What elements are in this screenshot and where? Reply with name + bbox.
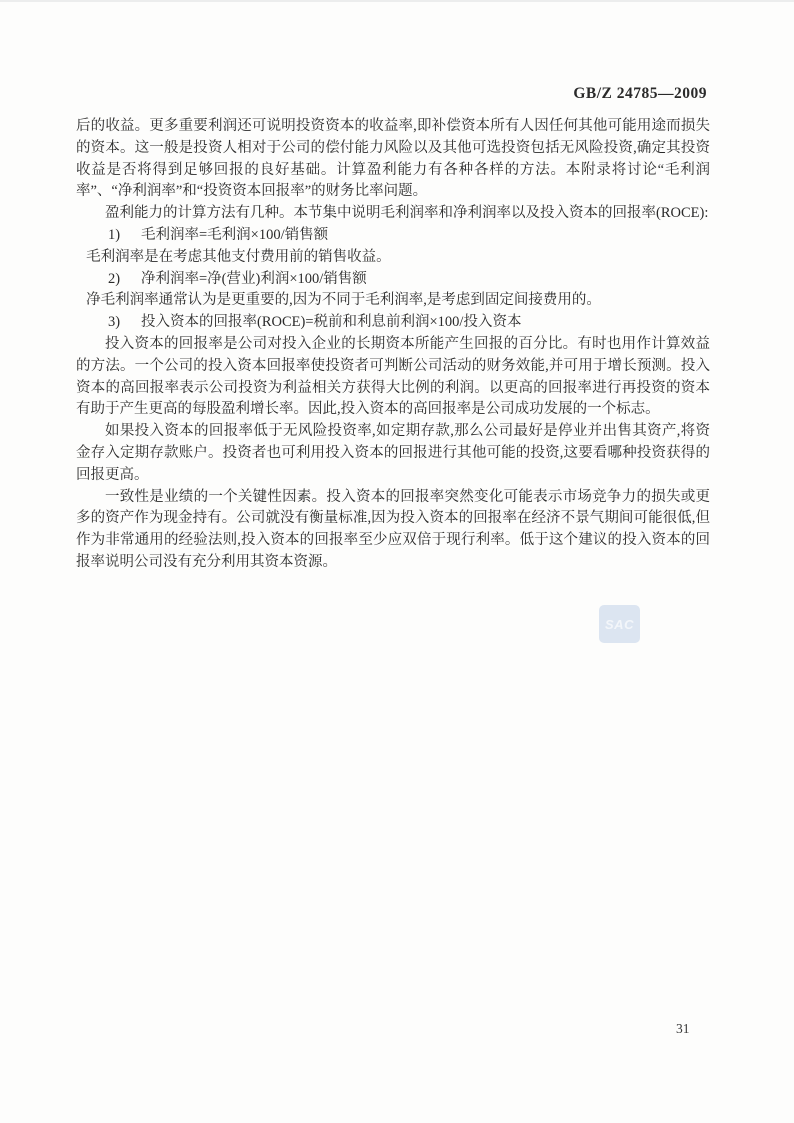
item-formula: 投入资本的回报率(ROCE)=税前和利息前利润×100/投入资本 [141, 314, 522, 331]
item-number: 2) [108, 270, 121, 287]
paragraph-intro: 盈利能力的计算方法有几种。本节集中说明毛利润率和净利润率以及投入资本的回报率(ROCE): [105, 205, 709, 222]
formula-item-roce [76, 312, 710, 334]
sac-logo-text: SAC [605, 616, 634, 632]
paragraph-risk-free-comparison: 如果投入资本的回报率低于无风险投资率,如定期存款,那么公司最好是停业并出售其资产,将资金存入定期存款账户。投资者也可利用投入资本的回报进行其他可能的投资,这要看哪种投资获得的回报更高。 [76, 423, 710, 483]
note-gross-margin: 毛利润率是在考虑其他支付费用前的销售收益。 [86, 248, 391, 265]
item-number: 1) [108, 226, 121, 243]
page-number: 31 [676, 1021, 690, 1036]
formula-item-net-margin [76, 269, 710, 291]
paragraph-continuation: 后的收益。更多重要利润还可说明投资资本的收益率,即补偿资本所有人因任何其他可能用途而损失的资本。这一般是投资人相对于公司的偿付能力风险以及其他可选投资包括无风险投资,确定其投资收益是否将得到足够回报的良好基础。计算盈利能力有各种各样的方法。本附录将讨论“毛利润率”、“净利润率”和“投资资本回报率”的财务比率问题。 [76, 118, 710, 200]
item-formula: 净利润率=净(营业)利润×100/销售额 [141, 270, 367, 287]
body-text [76, 116, 710, 574]
standard-number-header: GB/Z 24785—2009 [573, 85, 707, 102]
formula-item-gross-margin [76, 225, 710, 247]
sac-watermark [599, 605, 640, 643]
note-net-margin: 净毛利润率通常认为是更重要的,因为不同于毛利润率,是考虑到固定间接费用的。 [86, 292, 601, 309]
paragraph-consistency: 一致性是业绩的一个关键性因素。投入资本的回报率突然变化可能表示市场竞争力的损失或更多的资产作为现金持有。公司就没有衡量标准,因为投入资本的回报率在经济不景气期间可能很低,但作为非常通用的经验法则,投入资本的回报率至少应双倍于现行利率。低于这个建议的投入资本的回报率说明公司没有充分利用其资本资源。 [76, 488, 710, 570]
item-formula: 毛利润率=毛利润×100/销售额 [141, 226, 329, 243]
item-number: 3) [108, 314, 121, 331]
paragraph-roce-description: 投入资本的回报率是公司对投入企业的长期资本所能产生回报的百分比。有时也用作计算效益的方法。一个公司的投入资本回报率使投资者可判断公司活动的财务效能,并可用于增长预测。投入资本的高回报率表示公司投资为利益相关方获得大比例的利润。以更高的回报率进行再投资的资本有助于产生更高的每股盈利增长率。因此,投入资本的高回报率是公司成功发展的一个标志。 [76, 335, 710, 418]
